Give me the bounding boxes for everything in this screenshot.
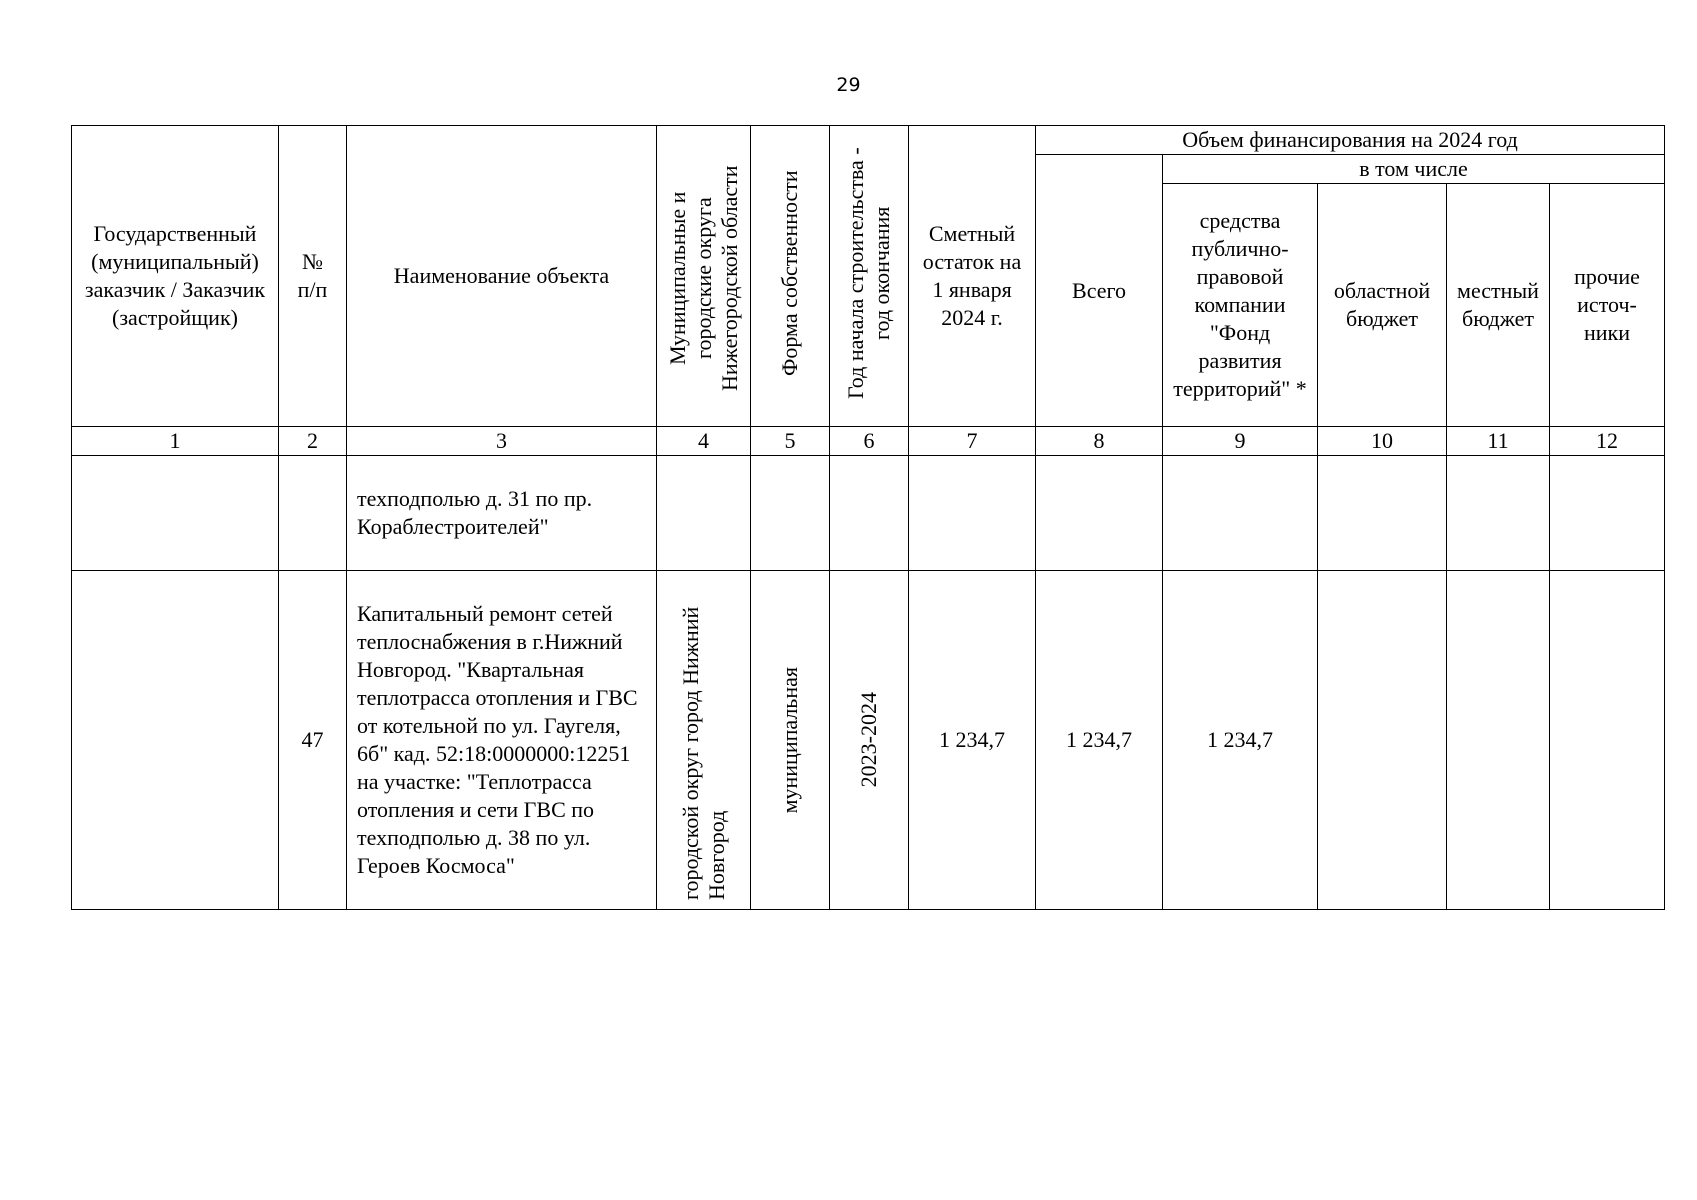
column-number: 11 [1447,427,1550,456]
header-row-1 [72,126,1665,155]
column-number: 4 [657,427,751,456]
cell-other [1550,456,1665,571]
header-object-name: Наименование объекта [347,126,657,427]
cell-customer [72,571,279,910]
header-other: прочие источ-ники [1550,184,1665,427]
cell-object-name: техподполью д. 31 по пр. Кораблестроителей" [347,456,657,571]
column-number: 7 [909,427,1036,456]
header-customer: Государственный (муниципальный) заказчик / Заказчик (застройщик) [72,126,279,427]
column-number: 3 [347,427,657,456]
cell-regional [1318,456,1447,571]
financing-table [71,125,1665,910]
header-number: № п/п [279,126,347,427]
cell-local [1447,456,1550,571]
cell-municipality [657,456,751,571]
cell-customer [72,456,279,571]
table-row [72,571,1665,910]
column-numbers-row [72,427,1665,456]
cell-ownership: муниципальная [751,571,830,910]
column-number: 5 [751,427,830,456]
page-number: 29 [836,74,861,96]
header-fund: средства публично-правовой компании "Фонд развития территорий" * [1163,184,1318,427]
column-number: 9 [1163,427,1318,456]
header-ownership: Форма собственности [751,126,830,427]
cell-years [830,456,909,571]
cell-local [1447,571,1550,910]
cell-estimate [909,456,1036,571]
cell-ownership [751,456,830,571]
cell-regional [1318,571,1447,910]
cell-years: 2023-2024 [830,571,909,910]
column-number: 10 [1318,427,1447,456]
column-number: 12 [1550,427,1665,456]
cell-fund: 1 234,7 [1163,571,1318,910]
header-municipality: Муниципальные и городские округа Нижегородской области [657,126,751,427]
header-funding-volume: Объем финансирования на 2024 год [1036,126,1665,155]
header-total: Всего [1036,155,1163,427]
cell-municipality: городской округ город Нижний Новгород [657,571,751,910]
header-estimate: Сметный остаток на 1 января 2024 г. [909,126,1036,427]
cell-fund [1163,456,1318,571]
column-number: 1 [72,427,279,456]
cell-object-name: Капитальный ремонт сетей теплоснабжения в г.Нижний Новгород. "Квартальная теплотрасса отопления и ГВС от котельной по ул. Гаугеля, 6б" кад. 52:18:0000000:12251 на участке: "Теплотрасса отопления и сети ГВС по техподполью д. 38 по ул. Героев Космоса" [347,571,657,910]
header-years: Год начала строительства - год окончания [830,126,909,427]
header-including: в том числе [1163,155,1665,184]
cell-total [1036,456,1163,571]
column-number: 6 [830,427,909,456]
table-row [72,456,1665,571]
cell-other [1550,571,1665,910]
cell-number [279,456,347,571]
cell-estimate: 1 234,7 [909,571,1036,910]
column-number: 2 [279,427,347,456]
header-local: местный бюджет [1447,184,1550,427]
cell-number: 47 [279,571,347,910]
header-regional: областной бюджет [1318,184,1447,427]
column-number: 8 [1036,427,1163,456]
cell-total: 1 234,7 [1036,571,1163,910]
